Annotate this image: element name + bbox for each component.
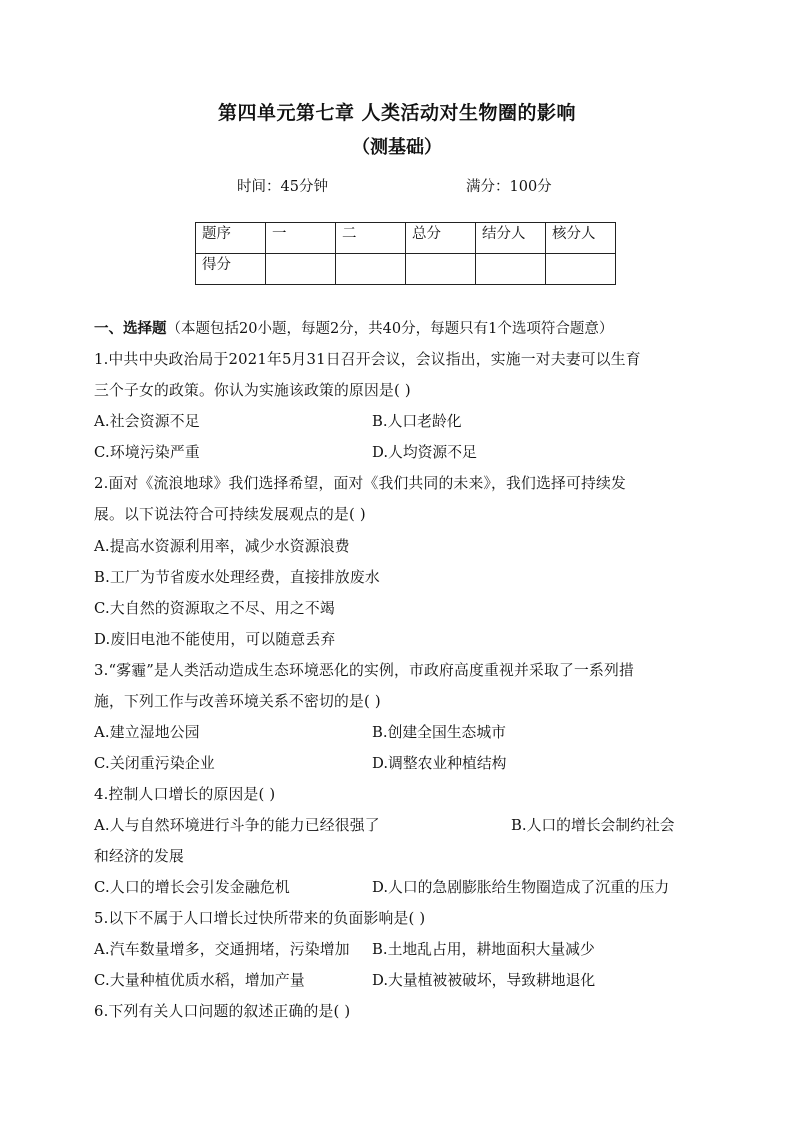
score-table-cell: 二 <box>336 223 406 254</box>
exam-time: 时间：45分钟 <box>237 179 328 195</box>
score-table-cell: 得分 <box>196 254 266 285</box>
full-score: 满分：100分 <box>466 179 552 195</box>
score-table-score-row <box>196 254 616 285</box>
question-6-stem: 6.下列有关人口问题的叙述正确的是( ) <box>94 1003 351 1020</box>
score-table-cell: 题序 <box>196 223 266 254</box>
question-4-option-c: C.人口的增长会引发金融危机 <box>94 879 290 896</box>
question-1-stem: 三个子女的政策。你认为实施该政策的原因是( ) <box>94 382 411 399</box>
question-1-option-c: C.环境污染严重 <box>94 444 200 461</box>
question-5-option-a: A.汽车数量增多，交通拥堵，污染增加 <box>94 941 350 958</box>
section-note: （本题包括20小题，每题2分，共40分，每题只有1个选项符合题意） <box>166 321 614 337</box>
question-1-stem: 1.中共中央政治局于2021年5月31日召开会议，会议指出，实施一对夫妻可以生育 <box>94 351 641 368</box>
question-2-stem: 展。以下说法符合可持续发展观点的是( ) <box>94 506 366 523</box>
question-5-option-b: B.土地乱占用，耕地面积大量减少 <box>372 941 595 958</box>
question-5-option-d: D.大量植被被破坏，导致耕地退化 <box>372 972 596 989</box>
score-table-cell[interactable] <box>546 254 616 285</box>
question-4-option-a: A.人与自然环境进行斗争的能力已经很强了 <box>94 817 380 834</box>
question-5-option-c: C.大量种植优质水稻，增加产量 <box>94 972 305 989</box>
score-table-cell[interactable] <box>336 254 406 285</box>
question-1-option-a: A.社会资源不足 <box>94 413 200 430</box>
score-table-header-row <box>196 223 616 254</box>
question-2-stem: 2.面对《流浪地球》我们选择希望，面对《我们共同的未来》，我们选择可持续发 <box>94 475 627 492</box>
question-5-stem: 5.以下不属于人口增长过快所带来的负面影响是( ) <box>94 910 426 927</box>
question-2-option-c: C.大自然的资源取之不尽、用之不竭 <box>94 600 335 617</box>
score-table <box>195 222 616 285</box>
score-table-cell: 结分人 <box>476 223 546 254</box>
question-4-option-b-continued: 和经济的发展 <box>94 848 184 865</box>
section-heading <box>94 317 613 338</box>
question-4-stem: 4.控制人口增长的原因是( ) <box>94 786 276 803</box>
question-3-option-c: C.关闭重污染企业 <box>94 755 215 772</box>
question-3-option-b: B.创建全国生态城市 <box>372 724 506 741</box>
question-3-option-d: D.调整农业种植结构 <box>372 755 507 772</box>
question-3-stem: 3.“雾霾”是人类活动造成生态环境恶化的实例，市政府高度重视并采取了一系列措 <box>94 662 634 679</box>
score-table-cell[interactable] <box>406 254 476 285</box>
question-1-option-d: D.人均资源不足 <box>372 444 477 461</box>
score-table-cell[interactable] <box>266 254 336 285</box>
score-table-cell[interactable] <box>476 254 546 285</box>
page-title: 第四单元第七章 人类活动对生物圈的影响 <box>217 102 577 124</box>
question-2-option-d: D.废旧电池不能使用，可以随意丢弃 <box>94 631 336 648</box>
question-3-option-a: A.建立湿地公园 <box>94 724 200 741</box>
question-2-option-a: A.提高水资源利用率，减少水资源浪费 <box>94 538 350 555</box>
score-table-cell: 总分 <box>406 223 476 254</box>
score-table-cell: 核分人 <box>546 223 616 254</box>
question-4-option-b: B.人口的增长会制约社会 <box>511 817 675 834</box>
question-1-option-b: B.人口老龄化 <box>372 413 462 430</box>
score-table-cell: 一 <box>266 223 336 254</box>
section-title: 一、选择题 <box>94 320 167 337</box>
question-4-option-d: D.人口的急剧膨胀给生物圈造成了沉重的压力 <box>372 879 670 896</box>
page-subtitle: （测基础） <box>352 137 442 158</box>
question-2-option-b: B.工厂为节省废水处理经费，直接排放废水 <box>94 569 380 586</box>
question-3-stem: 施，下列工作与改善环境关系不密切的是( ) <box>94 693 381 710</box>
